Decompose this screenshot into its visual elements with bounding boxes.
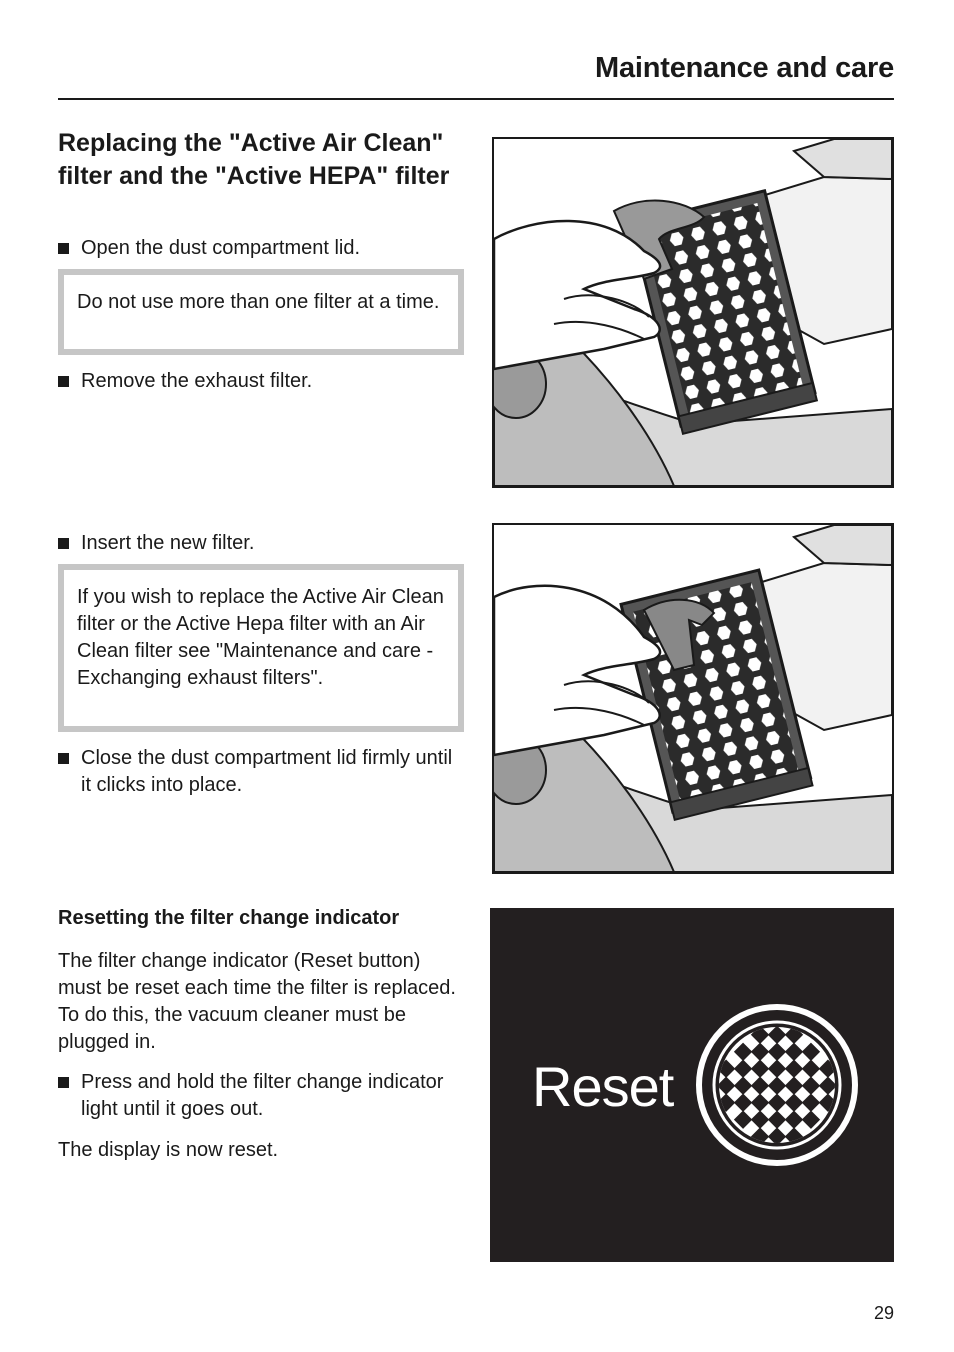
reset-subheading: Resetting the filter change indicator [58,907,400,929]
section-heading: Replacing the "Active Air Clean" filter and the "Active HEPA" filter [58,129,450,190]
filter-insertion-illustration [494,525,892,872]
page-number: 29 [873,1303,894,1323]
step-close-lid: Close the dust compartment lid firmly until it clicks into place. [58,745,463,799]
reset-intro: The filter change indicator (Reset button) must be reset each time the filter is replaced. To do this, the vacuum cleaner must be plugged in. [58,950,456,1053]
step-insert-filter: Insert the new filter. [58,530,463,557]
bullet-square-icon [58,1077,69,1088]
reset-filter-icon[interactable] [694,1002,860,1168]
header-divider [58,98,894,100]
step-press-hold: Press and hold the filter change indicator light until it goes out. [58,1069,463,1123]
note-one-filter: Do not use more than one filter at a time. [58,269,464,355]
reset-indicator-panel [490,908,894,1262]
page-header-title: Maintenance and care [595,52,894,84]
figure-insert-filter [492,523,894,874]
figure-remove-filter [492,137,894,488]
bullet-square-icon [58,753,69,764]
bullet-square-icon [58,538,69,549]
note-replace-filter: If you wish to replace the Active Air Clean filter or the Active Hepa filter with an Air Clean filter see "Maintenance and care - Exchanging exhaust filters". [58,564,464,732]
bullet-square-icon [58,376,69,387]
reset-label: Reset [532,1055,674,1118]
reset-outro: The display is now reset. [58,1139,279,1161]
filter-removal-illustration [494,139,892,486]
step-open-lid: Open the dust compartment lid. [58,235,463,262]
step-remove-filter: Remove the exhaust filter. [58,368,463,395]
bullet-square-icon [58,243,69,254]
